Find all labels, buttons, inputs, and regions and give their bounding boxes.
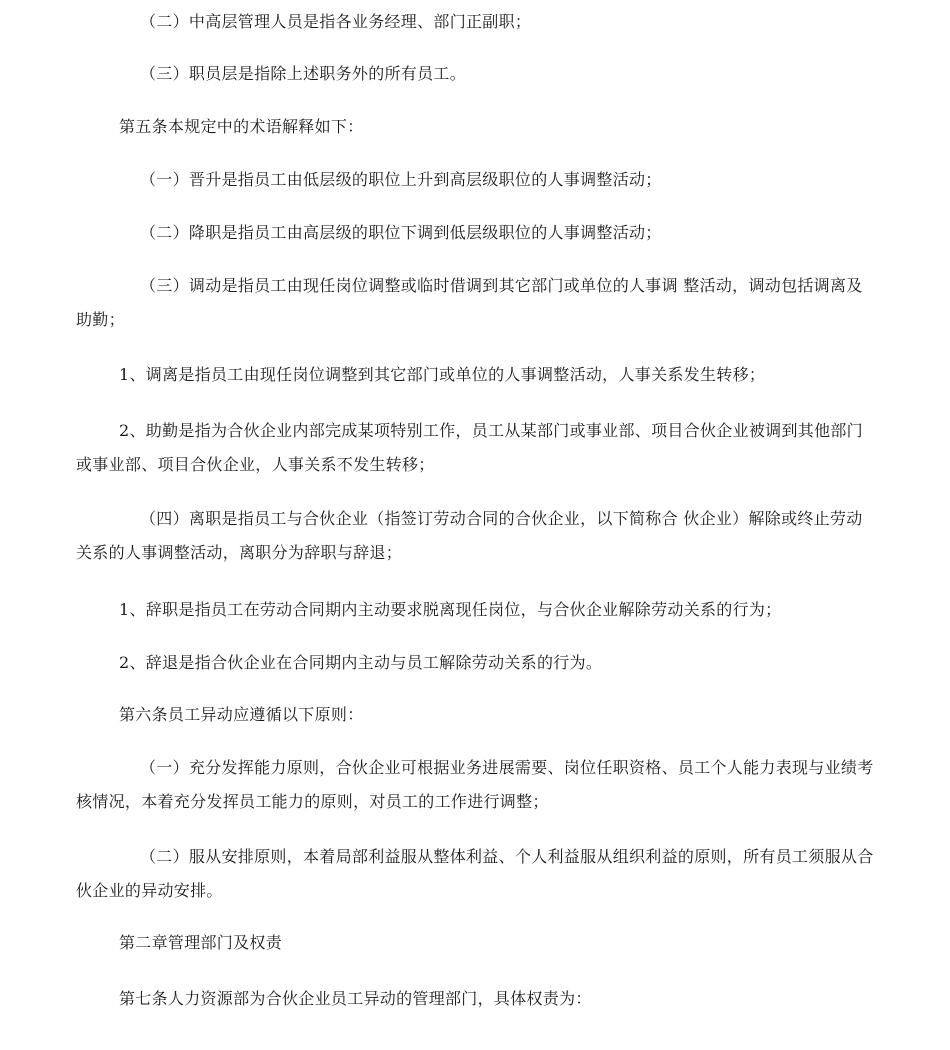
article-7-heading: 第七条人力资源部为合伙企业员工异动的管理部门，具体权责为：: [119, 989, 592, 1008]
paragraph-mid-senior-managers: （二）中高层管理人员是指各业务经理、部门正副职；: [140, 12, 532, 31]
paragraph-staff-level: （三）职员层是指除上述职务外的所有员工。: [140, 64, 467, 83]
paragraph-demotion: （二）降职是指员工由高层级的职位下调到低层级职位的人事调整活动；: [140, 223, 662, 242]
paragraph-resignation: 1、辞职是指员工在劳动合同期内主动要求脱离现任岗位，与合伙企业解除劳动关系的行为；: [119, 600, 782, 619]
paragraph-promotion: （一）晋升是指员工由低层级的职位上升到高层级职位的人事调整活动；: [140, 170, 662, 189]
paragraph-transfer: （三）调动是指员工由现任岗位调整或临时借调到其它部门或单位的人事调 整活动，调动包括调离及助勤；: [76, 276, 863, 329]
paragraph-secondment: 2、助勤是指为合伙企业内部完成某项特别工作，员工从某部门或事业部、项目合伙企业被调到其他部门或事业部、项目合伙企业，人事关系不发生转移；: [76, 421, 863, 474]
paragraph-capability-principle: （一）充分发挥能力原则，合伙企业可根据业务进展需要、岗位任职资格、员工个人能力表现与业绩考核情况，本着充分发挥员工能力的原则，对员工的工作进行调整；: [76, 758, 874, 811]
article-6-heading: 第六条员工异动应遵循以下原则：: [119, 705, 364, 724]
paragraph-transfer-out: 1、调离是指员工由现任岗位调整到其它部门或单位的人事调整活动，人事关系发生转移；: [119, 365, 766, 384]
article-5-heading: 第五条本规定中的术语解释如下：: [119, 117, 364, 136]
chapter-2-heading: 第二章管理部门及权责: [119, 933, 283, 952]
paragraph-dismissal: 2、辞退是指合伙企业在合同期内主动与员工解除劳动关系的行为。: [119, 653, 603, 672]
paragraph-separation: （四）离职是指员工与合伙企业（指签订劳动合同的合伙企业，以下简称合 伙企业）解除或终止劳动关系的人事调整活动，离职分为辞职与辞退；: [76, 509, 863, 562]
paragraph-obedience-principle: （二）服从安排原则，本着局部利益服从整体利益、个人利益服从组织利益的原则，所有员工须服从合伙企业的异动安排。: [76, 847, 874, 900]
